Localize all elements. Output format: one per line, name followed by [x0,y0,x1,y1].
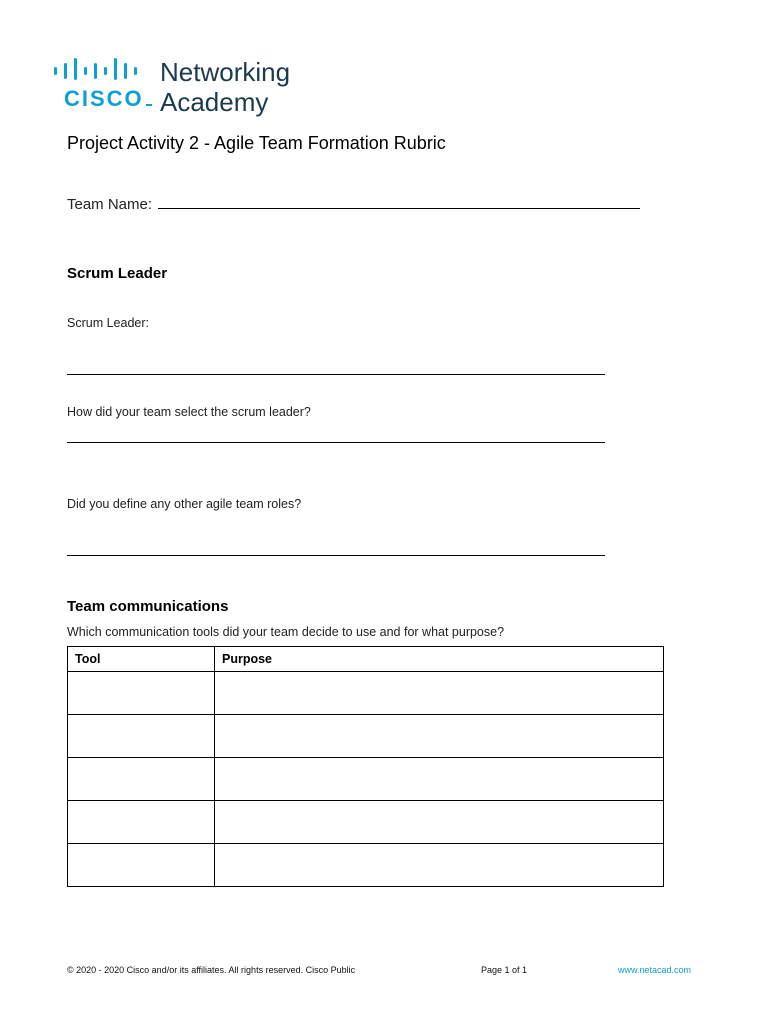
table-row [68,844,664,887]
networking-academy-logo-text [160,57,290,117]
tool-cell[interactable] [68,715,215,758]
table-row [68,758,664,801]
logo-line-networking: Networking [160,57,291,87]
communication-tools-table [67,646,664,887]
tool-cell[interactable] [68,672,215,715]
select-leader-answer-line[interactable] [67,442,605,443]
column-header-tool: Tool [68,647,215,672]
purpose-cell[interactable] [215,801,664,844]
other-roles-question: Did you define any other agile team roles? [67,497,302,511]
table-row [68,801,664,844]
cisco-bars-icon [54,58,142,80]
communication-tools-question: Which communication tools did your team decide to use and for what purpose? [67,625,505,639]
select-leader-question: How did your team select the scrum leader? [67,405,311,419]
footer-page-number: Page 1 of 1 [481,965,528,975]
purpose-cell[interactable] [215,715,664,758]
purpose-cell[interactable] [215,844,664,887]
logo-line-academy: Academy [160,87,269,117]
tool-cell[interactable] [68,758,215,801]
team-communications-heading: Team communications [67,598,229,615]
footer-copyright: © 2020 - 2020 Cisco and/or its affiliates. All rights reserved. Cisco Public [67,965,356,975]
cisco-wordmark: CISCO [64,88,152,110]
scrum-leader-heading: Scrum Leader [67,265,168,282]
team-name-label: Team Name: [67,196,153,213]
table-row [68,715,664,758]
table-row [68,672,664,715]
page-title: Project Activity 2 - Agile Team Formation Rubric [67,133,446,153]
purpose-cell[interactable] [215,672,664,715]
footer-website-link[interactable]: www.netacad.com [618,965,692,975]
other-roles-answer-line[interactable] [67,555,605,556]
purpose-cell[interactable] [215,758,664,801]
team-name-field[interactable] [158,194,640,209]
tool-cell[interactable] [68,844,215,887]
table-header-row [68,647,664,672]
scrum-leader-answer-line[interactable] [67,374,605,375]
scrum-leader-label: Scrum Leader: [67,316,149,330]
column-header-purpose: Purpose [215,647,664,672]
team-name-row [67,194,640,213]
tool-cell[interactable] [68,801,215,844]
